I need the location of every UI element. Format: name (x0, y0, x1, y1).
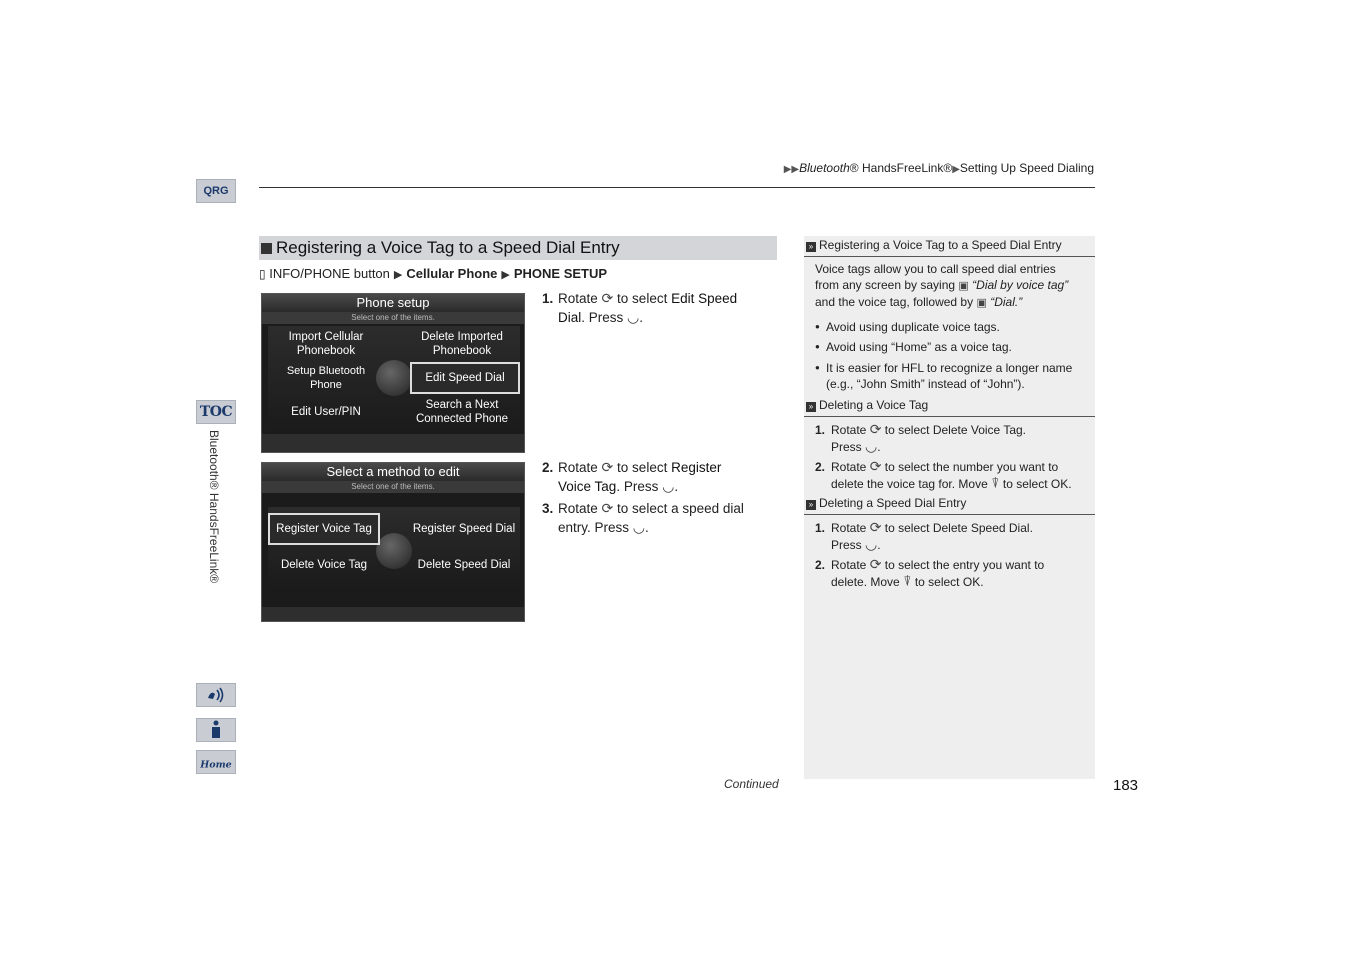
svg-text:Home: Home (200, 759, 232, 771)
import-phonebook-button[interactable]: Import Cellular Phonebook (288, 331, 364, 357)
screen-title: Select a method to edit (262, 463, 524, 481)
breadcrumb-part-3[interactable]: Setting Up Speed Dialing (959, 161, 1094, 175)
sidebar-text: Press (831, 440, 862, 454)
sidebar-paragraph (815, 261, 1068, 311)
press-knob-icon: ◡ (632, 519, 646, 535)
sidebar-text: ● It is easier for HFL to recognize a longer name (826, 361, 1073, 375)
rotate-knob-icon: ⟳ (869, 556, 882, 572)
rotate-knob-icon: ⟳ (869, 421, 882, 437)
rotate-knob-icon: ⟳ (601, 290, 614, 306)
toc-tab[interactable]: TOC (196, 400, 236, 424)
sidebar-bullet: ● Avoid using “Home” as a voice tag. (815, 339, 1085, 355)
step-bold: Register (671, 460, 722, 475)
register-speed-dial-button[interactable]: Register Speed Dial (412, 523, 516, 535)
step-bold: Edit Speed (671, 291, 738, 306)
path-end: PHONE SETUP (513, 266, 608, 281)
delete-voice-step-1: 1. Rotate ⟳ to select Delete Voice Tag. Press ◡. (815, 421, 1027, 454)
continued-label: Continued (724, 777, 779, 791)
step-number: 3. (542, 501, 554, 516)
rotate-knob-icon: ⟳ (601, 459, 614, 475)
sidebar-text: to select (884, 521, 930, 535)
sidebar-italic: “Dial.” (990, 295, 1023, 309)
breadcrumb-part-1[interactable]: Bluetooth (799, 161, 850, 175)
step-text: . Press (616, 479, 659, 494)
sidebar-text: to select (914, 575, 960, 589)
info-nav-button[interactable] (196, 718, 236, 742)
setup-bluetooth-button[interactable]: Setup Bluetooth Phone (286, 365, 366, 391)
step-number: 1. (815, 423, 826, 437)
home-icon (197, 750, 235, 774)
sidebar-text: Rotate (831, 521, 867, 535)
press-knob-icon: ◡ (662, 478, 675, 494)
breadcrumb-arrow-icon: ▶▶ (783, 164, 800, 175)
sidebar-heading-1 (804, 236, 1095, 257)
step-text: to select a speed dial (617, 501, 744, 516)
voice-nav-button[interactable] (196, 683, 236, 707)
breadcrumb-arrow-icon: ▶ (952, 164, 960, 175)
step-text: Rotate (558, 460, 598, 475)
note-icon: » (806, 242, 816, 252)
sidebar-text: Rotate (831, 423, 867, 437)
sidebar-bold: OK (1050, 477, 1069, 491)
path-start: INFO/PHONE button (269, 266, 390, 281)
screen-subtitle: Select one of the items. (262, 481, 524, 493)
knob-icon (376, 533, 412, 569)
sidebar-heading-2 (804, 396, 1095, 417)
voice-icon (205, 686, 227, 704)
sidebar-text: and the voice tag, followed by (815, 295, 974, 309)
rotate-knob-icon: ⟳ (601, 500, 614, 516)
step-number: 2. (815, 460, 826, 474)
heading-square-icon (261, 243, 272, 254)
sidebar-text: Rotate (831, 460, 867, 474)
rotate-knob-icon: ⟳ (869, 519, 882, 535)
talk-button-icon: ▣ (958, 280, 969, 292)
sidebar-text: to select the number you want to (884, 460, 1059, 474)
sidebar-bold: Delete Voice Tag (932, 423, 1023, 437)
chapter-side-text: Bluetooth® HandsFreeLink® (207, 430, 221, 584)
info-icon (209, 720, 223, 740)
path-mid: Cellular Phone (406, 266, 498, 281)
move-knob-icon: ⍒ (991, 475, 1000, 491)
register-voice-tag-button[interactable]: Register Voice Tag (268, 513, 380, 545)
step-number: 1. (815, 521, 826, 535)
step-2: 2. Rotate ⟳ to select Register Voice Tag. Press ◡. (542, 459, 722, 494)
phone-setup-screen (261, 293, 525, 453)
home-nav-button[interactable] (196, 750, 236, 774)
breadcrumb-part-2[interactable]: ® HandsFreeLink® (849, 161, 953, 175)
step-bold: Dial (558, 310, 582, 325)
sidebar-text: Voice tags allow you to call speed dial entries (815, 262, 1056, 276)
sidebar-text: Rotate (831, 558, 867, 572)
step-text: to select (617, 291, 668, 306)
sidebar-text: to select (1002, 477, 1048, 491)
header-divider (259, 187, 1095, 188)
step-text: to select (617, 460, 668, 475)
note-icon: » (806, 402, 816, 412)
step-number: 2. (542, 460, 554, 475)
section-title: Registering a Voice Tag to a Speed Dial Entry (276, 238, 620, 257)
sidebar-text: to select (884, 423, 930, 437)
sidebar-bold: OK (962, 575, 981, 589)
search-next-phone-button[interactable]: Search a Next Connected Phone (415, 399, 509, 425)
screen-bottom-bar (262, 434, 524, 452)
delete-speed-dial-button[interactable]: Delete Speed Dial (417, 559, 511, 571)
sidebar-heading-text: Deleting a Voice Tag (819, 398, 929, 412)
sidebar-italic: “Dial by voice tag” (972, 278, 1069, 292)
sidebar-text: Press (831, 538, 862, 552)
screen-subtitle: Select one of the items. (262, 312, 524, 324)
info-button-icon: ▯ (259, 267, 266, 281)
step-number: 1. (542, 291, 554, 306)
path-arrow-icon: ▶ (393, 269, 403, 281)
sidebar-heading-text: Registering a Voice Tag to a Speed Dial Entry (819, 238, 1062, 252)
breadcrumb (784, 161, 1094, 175)
step-number: 2. (815, 558, 826, 572)
move-knob-icon: ⍒ (903, 573, 912, 589)
rotate-knob-icon: ⟳ (869, 458, 882, 474)
press-knob-icon: ◡ (865, 536, 878, 552)
sidebar-heading-3 (804, 494, 1095, 515)
page-number: 183 (1113, 777, 1139, 794)
press-knob-icon: ◡ (865, 438, 878, 454)
step-text: entry. Press (558, 520, 630, 535)
sidebar-bullet: ● Avoid using duplicate voice tags. (815, 319, 1085, 335)
sidebar-text: to select the entry you want to (884, 558, 1045, 572)
delete-voice-step-2: 2. Rotate ⟳ to select the number you want to delete the voice tag for. Move ⍒ to select OK. (815, 458, 1072, 491)
chapter-side-label (205, 430, 225, 600)
menu-path (259, 266, 607, 281)
step-1: 1. Rotate ⟳ to select Edit Speed Dial. Press ◡. (542, 290, 738, 325)
sidebar-bullet (815, 360, 1085, 392)
step-bold: Voice Tag (558, 479, 617, 494)
sidebar-text: delete. Move (831, 575, 900, 589)
sidebar-bold: Delete Speed Dial (932, 521, 1030, 535)
delete-phonebook-button[interactable]: Delete Imported Phonebook (421, 331, 503, 357)
sidebar-text: (e.g., “John Smith” instead of “John”). (826, 377, 1025, 391)
delete-speed-step-1: 1. Rotate ⟳ to select Delete Speed Dial. Press ◡. (815, 519, 1033, 552)
talk-button-icon: ▣ (976, 297, 987, 309)
edit-user-pin-button[interactable]: Edit User/PIN (291, 406, 361, 418)
press-knob-icon: ◡ (627, 309, 640, 325)
step-text: Rotate (558, 291, 598, 306)
delete-voice-tag-button[interactable]: Delete Voice Tag (280, 559, 368, 571)
step-text: . Press (581, 310, 624, 325)
delete-speed-step-2: 2. Rotate ⟳ to select the entry you want to delete. Move ⍒ to select OK. (815, 556, 1045, 589)
path-arrow-icon: ▶ (501, 269, 510, 281)
edit-speed-dial-button[interactable]: Edit Speed Dial (410, 362, 520, 394)
sidebar-text: delete the voice tag for. Move (831, 477, 988, 491)
screen-title: Phone setup (262, 294, 524, 312)
step-text: Rotate (558, 501, 598, 516)
step-3: 3. Rotate ⟳ to select a speed dial entry. Press ◡. (542, 500, 744, 535)
sidebar-heading-text: Deleting a Speed Dial Entry (819, 496, 967, 510)
screen-bottom-bar (262, 607, 524, 621)
sidebar-text: from any screen by saying (815, 278, 956, 292)
note-icon: » (806, 500, 816, 510)
section-heading (259, 236, 777, 260)
qrg-tab[interactable]: QRG (196, 179, 236, 203)
select-method-screen (261, 462, 525, 622)
